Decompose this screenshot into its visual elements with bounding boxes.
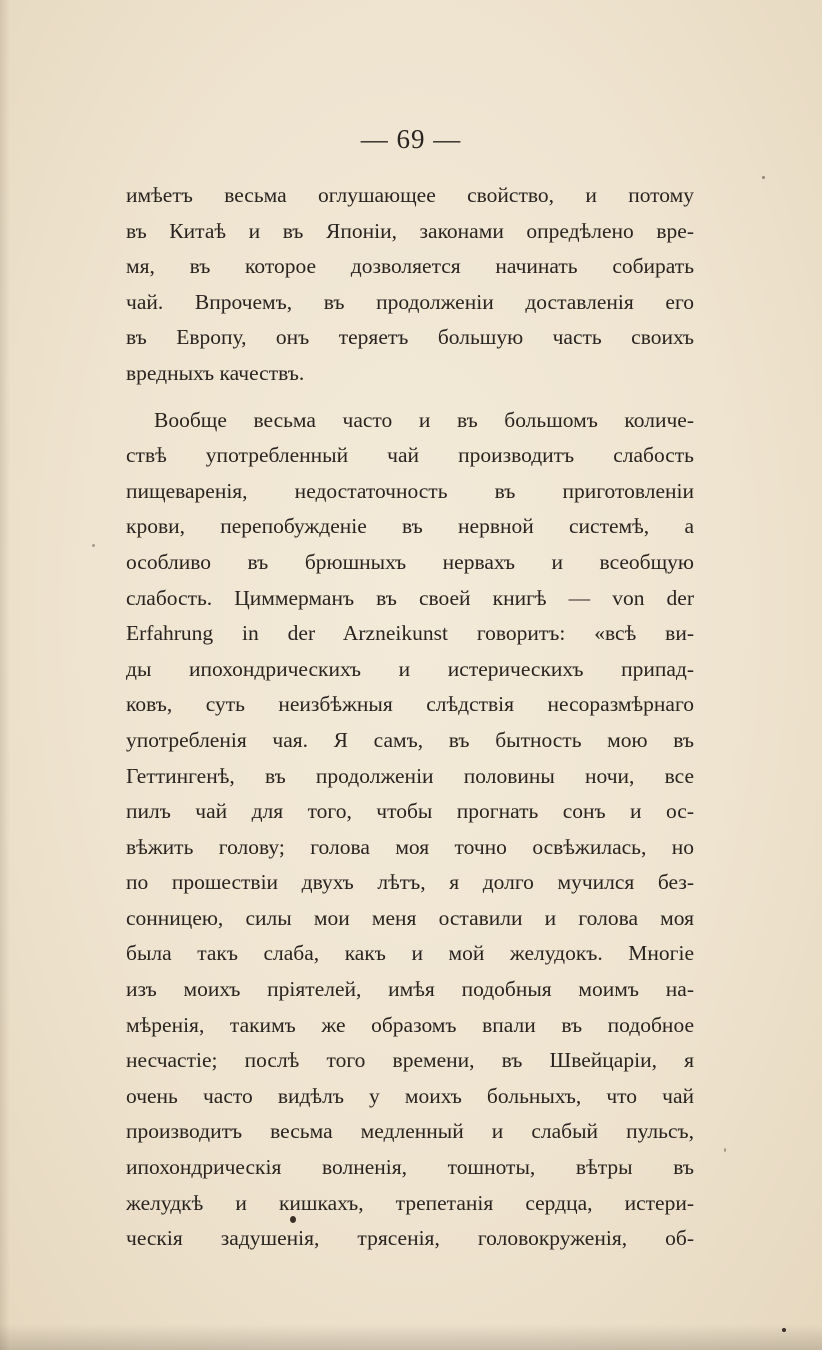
text-line: желудкѣ и кишкахъ, трепетанія сердца, истери- [126,1190,694,1215]
ink-speck [782,1328,786,1332]
page-number: — 69 — [360,124,462,154]
text-line: Erfahrung in der Arzneikunst говоритъ: «всѣ ви- [126,621,694,646]
body-text [126,178,694,1257]
text-line: по прошествіи двухъ лѣтъ, я долго мучился без- [126,870,694,895]
text-line: мя, въ которое дозволяется начинать собирать [126,254,694,279]
page-bottom-shadow [0,1324,822,1350]
text-line: ческія задушенія, трясенія, головокруженія, об- [126,1226,694,1251]
paragraph-1 [126,178,694,392]
text-line: пищеваренія, недостаточность въ приготовленіи [126,478,694,503]
text-line: вѣжить голову; голова моя точно освѣжилась, но [126,834,694,859]
ink-speck [762,176,765,179]
text-line: слабость. Циммерманъ въ своей книгѣ — von der [126,585,694,610]
text-line: вредныхъ качествъ. [126,360,305,385]
text-line: ипохондрическія волненія, тошноты, вѣтры въ [126,1155,694,1180]
page-left-shadow [0,0,10,1350]
text-line: Геттингенѣ, въ продолженіи половины ночи, все [126,763,694,788]
text-line: мѣренія, такимъ же образомъ впали въ подобное [126,1012,694,1037]
text-line: крови, перепобужденіе въ нервной системѣ, а [126,514,694,539]
text-line: несчастіе; послѣ того времени, въ Швейцаріи, я [126,1048,694,1073]
ink-speck [724,1148,726,1152]
ink-speck [290,1216,296,1223]
text-line: особливо въ брюшныхъ нервахъ и всеобщую [126,549,694,574]
ink-speck [92,544,95,547]
text-line: чай. Впрочемъ, въ продолженіи доставленія его [126,289,694,314]
text-line: употребленія чая. Я самъ, въ бытность мою въ [126,727,694,752]
text-line: производитъ весьма медленный и слабый пульсъ, [126,1119,694,1144]
text-line: ковъ, суть неизбѣжныя слѣдствія несоразмѣрнаго [126,692,694,717]
paragraph-2 [126,403,694,1257]
text-line: сонницею, силы мои меня оставили и голова моя [126,905,694,930]
text-line: ды ипохондрическихъ и истерическихъ припад- [126,656,694,681]
text-line: была такъ слаба, какъ и мой желудокъ. Многіе [126,941,694,966]
text-line: ствѣ употребленный чай производитъ слабость [126,443,694,468]
paragraph-gap [126,392,694,403]
text-line: изъ моихъ пріятелей, имѣя подобныя моимъ на- [126,977,694,1002]
text-line: въ Европу, онъ теряетъ большую часть своихъ [126,325,694,350]
text-line: имѣетъ весьма оглушающее свойство, и потому [126,183,694,207]
text-line: очень часто видѣлъ у моихъ больныхъ, что чай [126,1083,694,1108]
text-line: въ Китаѣ и въ Японіи, законами опредѣлено вре- [126,218,694,243]
text-line: пилъ чай для того, чтобы прогнать сонъ и ос- [126,799,694,824]
text-line: Вообще весьма часто и въ большомъ количе- [154,407,694,432]
